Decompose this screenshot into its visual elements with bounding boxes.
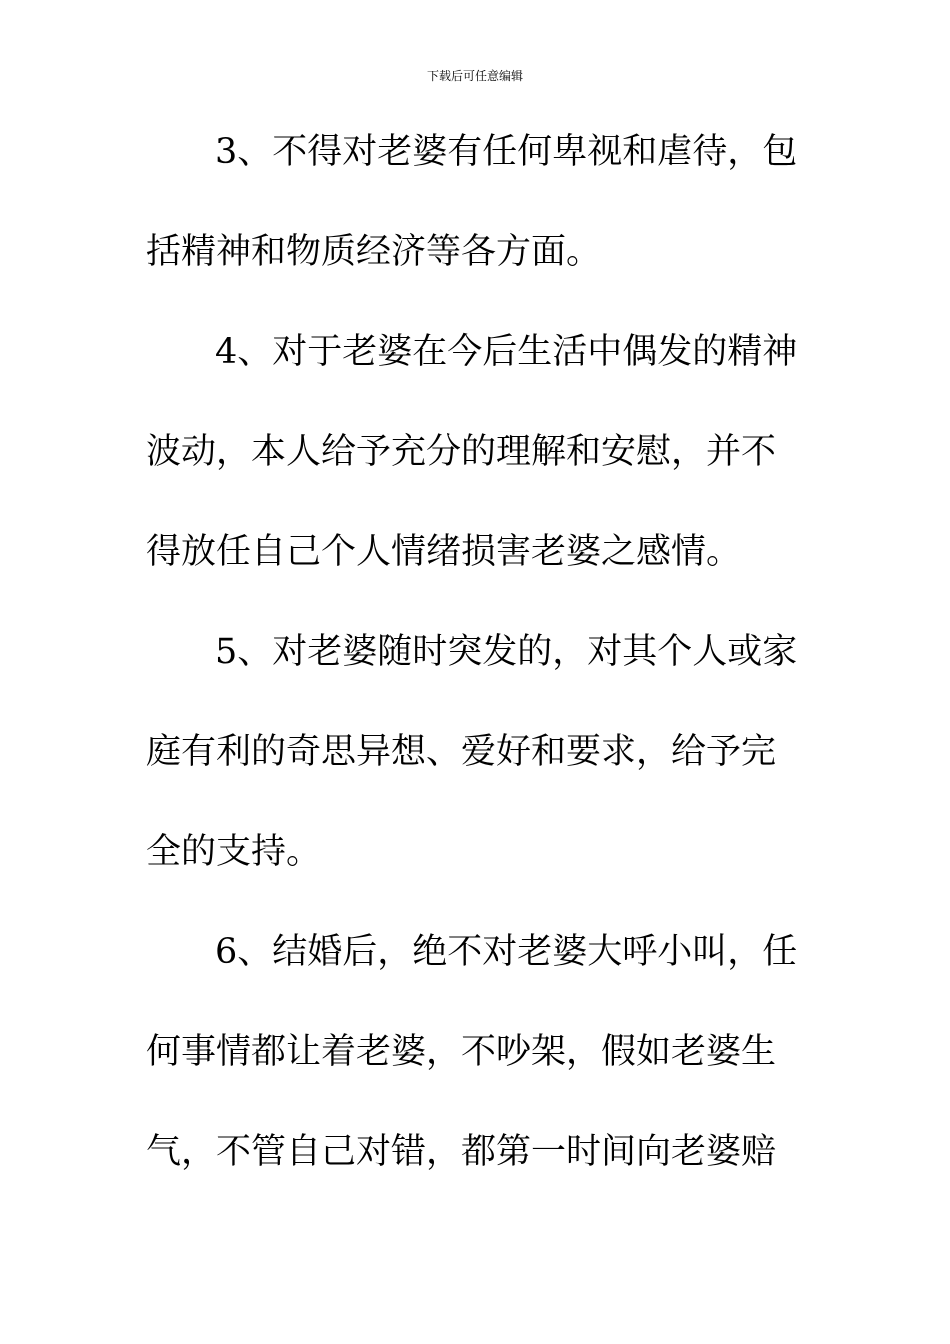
paragraph-5-line-3: 全的支持。 bbox=[146, 832, 322, 872]
paragraph-4-line-2: 波动，本人给予充分的理解和安慰，并不 bbox=[146, 432, 777, 472]
paragraph-6-line-3: 气，不管自己对错，都第一时间向老婆赔 bbox=[146, 1132, 777, 1172]
paragraph-6-line-2: 何事情都让着老婆，不吵架，假如老婆生 bbox=[146, 1032, 777, 1072]
page-header: 下载后可任意编辑 bbox=[426, 69, 523, 83]
paragraph-4-line-1: 4、对于老婆在今后生活中偶发的精神 bbox=[215, 332, 798, 372]
paragraph-5-line-2: 庭有利的奇思异想、爱好和要求，给予完 bbox=[146, 732, 777, 772]
paragraph-4-line-3: 得放任自己个人情绪损害老婆之感情。 bbox=[146, 532, 742, 572]
paragraph-5-line-1: 5、对老婆随时突发的，对其个人或家 bbox=[215, 632, 798, 672]
paragraph-3-line-1: 3、不得对老婆有任何卑视和虐待，包 bbox=[215, 132, 798, 172]
paragraph-3-line-2: 括精神和物质经济等各方面。 bbox=[146, 232, 602, 272]
paragraph-6-line-1: 6、结婚后，绝不对老婆大呼小叫，任 bbox=[215, 932, 798, 972]
